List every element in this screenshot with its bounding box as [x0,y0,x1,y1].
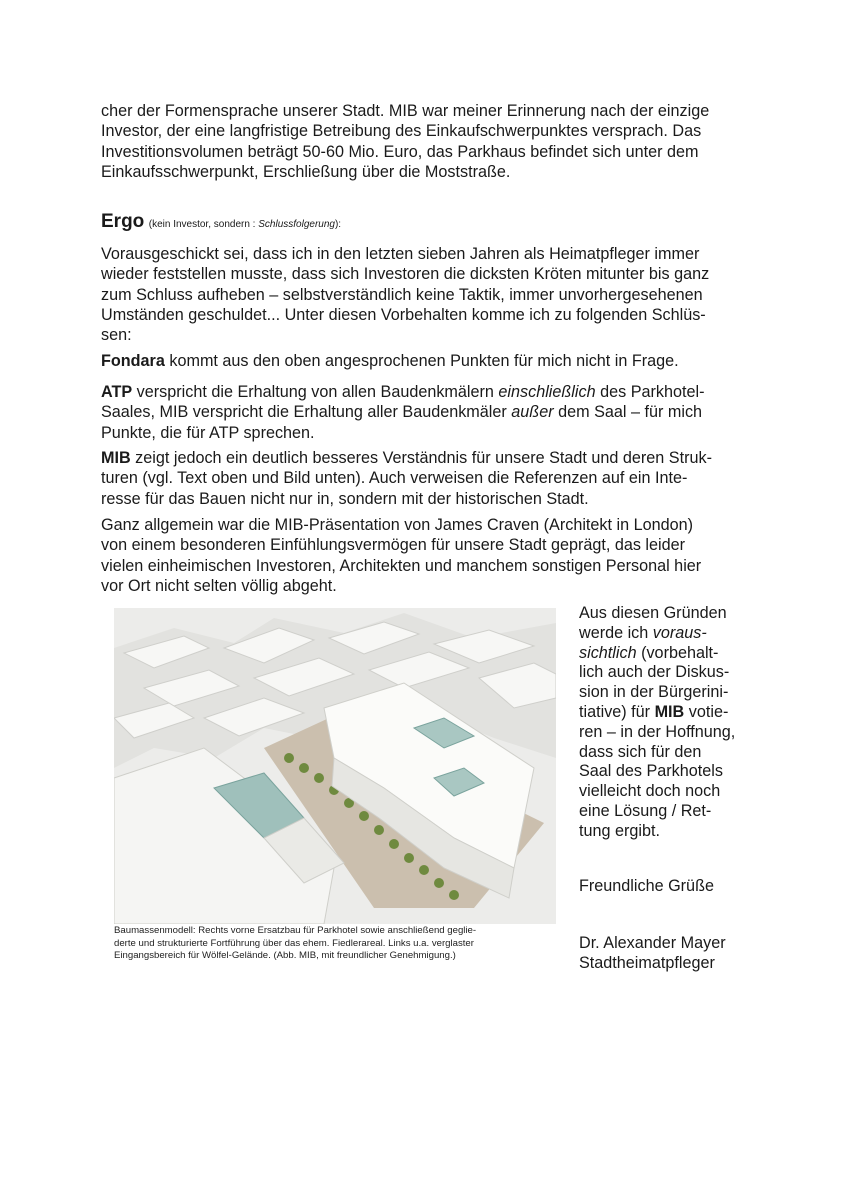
signature-block [579,934,754,974]
section-note: (kein Investor, sondern : Schlussfolgerung): [148,219,342,230]
intro-paragraph: cher der Formensprache unserer Stadt. MIB war meiner Erinnerung nach der einzige Investor, der eine langfristige Betreibung des Einkaufschwerpunktes versprach. Das Investitionsvolumen beträgt 50-60 Mio. Euro, das Parkhaus befindet sich unter dem Einkaufsschwerpunkt, Erschließung über die Moststraße. [101,102,710,181]
mib-paragraph: MIB zeigt jedoch ein deutlich besseres Verständnis für unsere Stadt und deren Struk- turen (vgl. Text oben und Bild unten). Auch verweisen die Referenzen auf ein Inte- resse für das Bauen nicht nur in, sondern mit der historischen Stadt. [101,449,712,508]
general-paragraph: Ganz allgemein war die MIB-Präsentation von James Craven (Architekt in London) von einem besonderen Einfühlungsvermögen für unsere Stadt geprägt, das leider vielen einheimischen Investoren, Architekten und manchem sonstigen Personal hier vor Ort nicht selten völlig abgeht. [101,516,702,595]
architecture-model-image [114,608,556,924]
atp-paragraph: ATP verspricht die Erhaltung von allen Baudenkmälern einschließlich des Parkhotel- Saales, MIB verspricht die Erhaltung aller Baudenkmäler außer dem Saal – für mich Punkte, die für ATP sprechen. [101,383,705,442]
author-name: Dr. Alexander Mayer [579,934,726,952]
section-heading [101,211,341,233]
conclusion-column: Aus diesen Gründen werde ich voraus- sichtlich (vorbehalt- lich auch der Diskus- sion in der Bürgerini- tiative) für MIB votie- ren – in der Hoffnung, dass sich für den Saal des Parkhotels vielleicht doch noch eine Lösung / Ret- tung ergibt. [579,604,736,840]
figure-caption: Baumassenmodell: Rechts vorne Ersatzbau für Parkhotel sowie anschließend geglie- derte und strukturierte Fortführung über das ehem. Fiedlerareal. Links u.a. verglaster Eingangsbereich für Wölfel-Gelände. (Abb. MIB, mit freundlicher Genehmigung.) [114,925,477,962]
author-role: Stadtheimatpfleger [579,953,715,972]
greeting: Freundliche Grüße [579,877,714,895]
preamble-paragraph: Vorausgeschickt sei, dass ich in den letzten sieben Jahren als Heimatpfleger immer wieder feststellen musste, dass sich Investoren die dicksten Kröten mitunter bis ganz zum Schluss aufheben – selbstverständlich keine Taktik, immer unvorhergesehenen Umständen geschuldet... Unter diesen Vorbehalten komme ich zu folgenden Schlüs- sen: [101,245,710,345]
fondara-paragraph: Fondara kommt aus den oben angesprochenen Punkten für mich nicht in Frage. [101,352,679,370]
section-title: Ergo [101,211,145,232]
